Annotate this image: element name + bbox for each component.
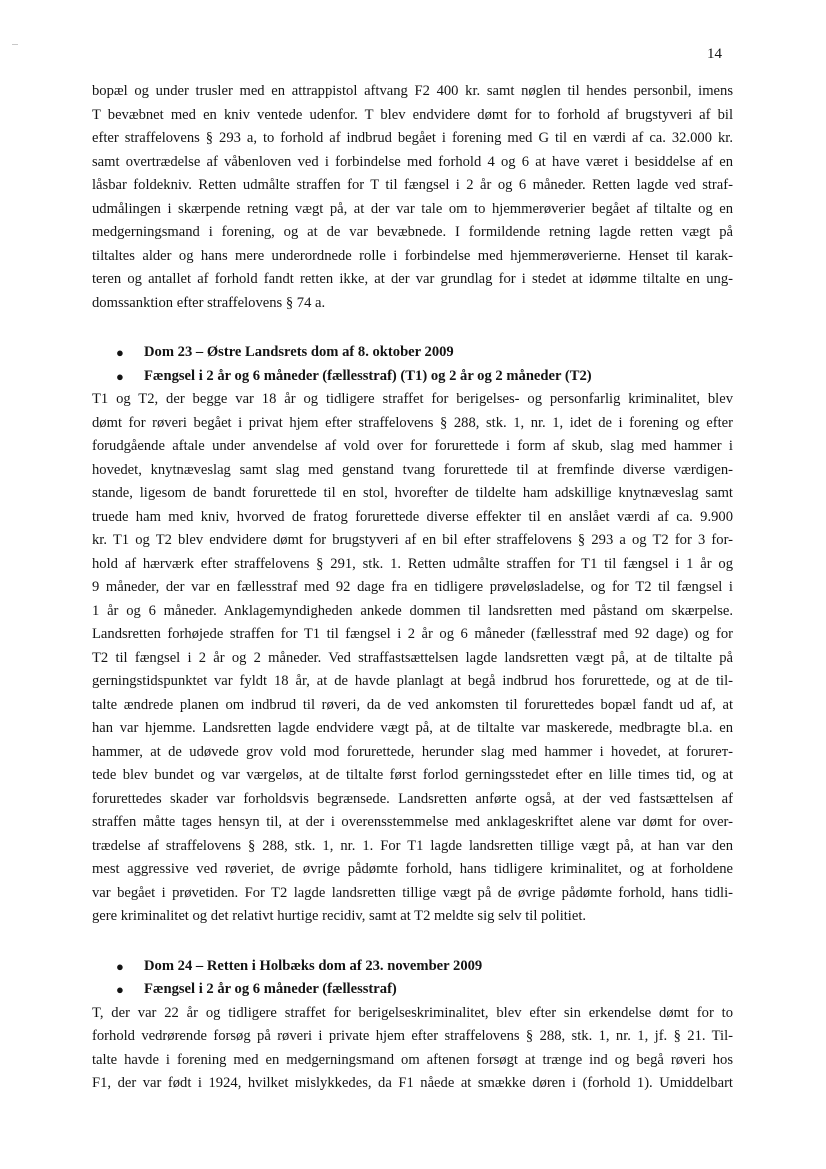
text-line: 9 måneder, der var en fællesstraf med 92 dage fra en tidligere prøveløsladelse, og for T2 til fængsel i bbox=[92, 579, 733, 595]
text-line: samt overtrædelse af våbenloven ved i forbindelse med forhold 4 og 6 at have været i besiddelse af en bbox=[92, 153, 733, 170]
text-line: T, der var 22 år og tidligere straffet for berigelseskriminalitet, blev efter sin erkendelse dømt for to bbox=[92, 1004, 733, 1021]
bullet-icon: ● bbox=[116, 368, 124, 384]
heading-text: Fængsel i 2 år og 6 måneder (fællesstraf) bbox=[144, 981, 397, 997]
text-line: tede blev bundet og var værgeløs, at de tiltalte først forlod gerningsstedet efter en lille times tid, og at bbox=[92, 767, 733, 783]
heading-text: Dom 24 – Retten i Holbæks dom af 23. november 2009 bbox=[144, 957, 483, 974]
bullet-heading bbox=[92, 978, 733, 1002]
scan-speck bbox=[12, 44, 18, 45]
bullet-icon: ● bbox=[116, 982, 124, 997]
text-line: straffen måtte tages hensyn til, at der i overensstemmelse med anklageskriftet alene var dømt for over- bbox=[92, 814, 733, 830]
text-line: domssanktion efter straffelovens § 74 a. bbox=[92, 294, 326, 311]
text-line: 1 år og 6 måneder. Anklagemyndigheden ankede dommen til landsretten med påstand om skærpelse. bbox=[92, 602, 733, 619]
text-line: han var hjemme. Landsretten lagde endvidere vægt på, at de tiltalte var maskerede, medbragte bl.a. en bbox=[92, 720, 733, 736]
text-line: hovedet, knytnæveslag samt slag med genstand tvang forurettede til at fremfinde diverse værdigen- bbox=[92, 461, 733, 478]
text-line: forudgående aftale under anvendelse af vold over for forurettede i form af skub, slag med hammer i bbox=[92, 438, 733, 454]
bullet-heading bbox=[92, 365, 733, 389]
bullet-heading bbox=[92, 955, 733, 979]
page-number: 14 bbox=[707, 46, 722, 62]
bullet-icon: ● bbox=[116, 958, 124, 974]
text-line: hold af hærværk efter straffelovens § 291, stk. 1. Retten udmålte straffen for T1 til fængsel i 1 år og bbox=[92, 555, 733, 572]
heading-text: Dom 23 – Østre Landsrets dom af 8. oktober 2009 bbox=[144, 344, 454, 360]
text-line: teren og antallet af forhold fandt retten ikke, at der var grundlag for i stedet at idømme tiltalte en ung- bbox=[92, 271, 733, 287]
text-line: trædelse af straffelovens § 288, stk. 1, nr. 1. For T1 lagde landsretten tillige vægt på, at han var den bbox=[92, 837, 733, 854]
text-line: gere kriminalitet og det relativt hurtige recidiv, samt at T2 meldte sig selv til politiet. bbox=[92, 908, 587, 924]
text-line: medgerningsmand i forening, og at de var bevæbnede. I formildende retning lagde retten vægt på bbox=[92, 224, 733, 240]
bullet-icon: ● bbox=[116, 345, 124, 360]
text-line: truede ham med kniv, hvorved de fratog forurettede diverse effekter til en anslået værdi af ca. 9.900 bbox=[92, 508, 733, 525]
document-body bbox=[92, 80, 733, 1096]
text-line: kr. T1 og T2 blev endvidere dømt for brugstyveri af en bil efter straffelovens § 293 a og T2 for 3 for- bbox=[92, 532, 733, 548]
text-line: talte ændrede planen om indbrud til røveri, da de ved ankomsten til forurettedes bopæl fandt ud af, at bbox=[92, 696, 733, 713]
text-line: dømt for røveri begået i privat hjem efter straffelovens § 288, stk. 1, nr. 1, idet de i forening og efter bbox=[92, 414, 733, 431]
heading-text: Fængsel i 2 år og 6 måneder (fællesstraf) (T1) og 2 år og 2 måneder (T2) bbox=[144, 367, 592, 384]
text-line: stande, ligesom de bandt forurettede til en stol, hvorefter de tildelte ham adskillige knytnæveslag samt bbox=[92, 485, 733, 501]
text-line: mest aggressive ved røveriet, de øvrige pådømte forhold, hans tidligere kriminalitet, og at forholdene bbox=[92, 861, 733, 877]
text-line: efter straffelovens § 293 a, to forhold af indbrud begået i forening med G til en værdi af ca. 32.000 kr. bbox=[92, 130, 733, 146]
text-line: T1 og T2, der begge var 18 år og tidligere straffet for berigelses- og personfarlig kriminalitet, blev bbox=[92, 391, 733, 407]
paragraph-continuation bbox=[92, 80, 733, 315]
bullet-heading bbox=[92, 341, 733, 365]
text-line: gerningstidspunktet var fyldt 18 år, at de havde planlagt at begå indbrud hos forurettede, og at de til- bbox=[92, 673, 733, 689]
text-line: forurettedes skader var forholdsvis begrænsede. Landsretten anførte også, at der ved fastsættelsen af bbox=[92, 790, 733, 807]
text-line: T bevæbnet med en kniv ventede udenfor. T blev endvidere dømt for to forhold af brugstyveri af bil bbox=[92, 106, 733, 123]
text-line: hammer, at de udøvede grov vold mod forurettede, herunder slag med hammer i hovedet, at forurет- bbox=[92, 743, 733, 760]
text-line: talte havde i forening med en medgerningsmand om aftenen forsøgt at trænge ind og begå røveri hos bbox=[92, 1051, 733, 1068]
text-line: F1, der var født i 1924, hvilket mislykkedes, da F1 nåede at smække døren i (forhold 1). Umiddelbart bbox=[92, 1075, 733, 1091]
text-line: T2 til fængsel i 2 år og 2 måneder. Ved straffastsættelsen lagde landsretten vægt på, at de tiltalte på bbox=[92, 649, 733, 666]
text-line: Landsretten forhøjede straffen for T1 til fængsel i 2 år og 6 måneder (fællesstraf med 92 dage) og for bbox=[92, 626, 733, 642]
text-line: bopæl og under trusler med en attrappistol aftvang F2 400 kr. samt nøglen til hendes personbil, imens bbox=[92, 83, 733, 99]
text-line: var begået i prøvetiden. For T2 lagde landsretten tillige vægt på de øvrige pådømte forhold, hans tidli- bbox=[92, 884, 733, 901]
section-dom-23 bbox=[92, 341, 733, 929]
text-line: tiltaltes alder og hans mere underordnede rolle i forbindelse med hjemmerøverierne. Henset til karak- bbox=[92, 247, 733, 264]
text-line: udmålingen i skærpende retning vægt på, at der var tale om to hjemmerøverier begået af tiltalte og en bbox=[92, 200, 733, 217]
section-dom-24 bbox=[92, 955, 733, 1096]
text-line: forhold vedrørende forsøg på røveri i private hjem efter straffelovens § 288, stk. 1, nr. 1, jf. § 21. Til- bbox=[92, 1028, 733, 1044]
text-line: låsbar foldekniv. Retten udmålte straffen for T til fængsel i 2 år og 6 måneder. Retten lagde ved straf- bbox=[92, 177, 733, 193]
